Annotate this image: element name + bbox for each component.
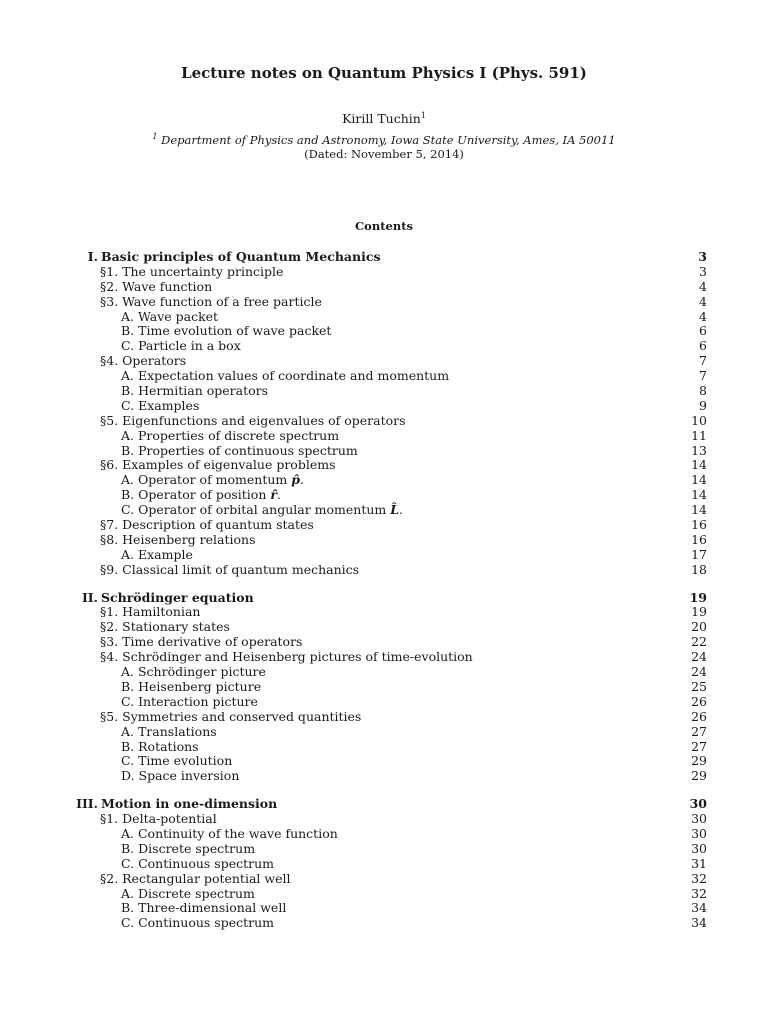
toc-page-number: 18 (691, 561, 707, 577)
toc-entry[interactable] (0, 384, 768, 399)
toc-entry-label: B. Time evolution of wave packet (121, 323, 332, 339)
toc-entry-label: B. Hermitian operators (121, 383, 269, 399)
affiliation-text: Department of Physics and Astronomy, Iowa State University, Ames, IA 50011 (161, 132, 616, 147)
toc-entry-label: §1. Delta-potential (100, 811, 217, 827)
toc-entry[interactable] (0, 695, 768, 710)
toc-entry[interactable] (0, 812, 768, 827)
toc-chapter-entry[interactable] (0, 591, 768, 606)
toc-chapter-title: Basic principles of Quantum Mechanics (101, 249, 381, 264)
toc-page-number: 4 (699, 293, 707, 309)
toc-page-number: 9 (699, 397, 707, 413)
toc-page-number: 14 (691, 457, 707, 473)
toc-entry[interactable] (0, 533, 768, 548)
table-of-contents (0, 250, 768, 944)
toc-entry[interactable] (0, 369, 768, 384)
toc-page-number: 30 (691, 811, 707, 827)
toc-entry-label: A. Operator of momentum p̂. (121, 472, 304, 488)
toc-chapter-number: II. (81, 589, 98, 605)
toc-page-number: 6 (699, 323, 707, 339)
toc-entry-label: B. Rotations (121, 738, 199, 754)
toc-chapter-label (0, 591, 254, 606)
toc-page-number: 32 (691, 885, 707, 901)
toc-page-number: 3 (699, 263, 707, 279)
math-symbol: L̂ (390, 502, 400, 518)
toc-chapter-entry[interactable] (0, 250, 768, 265)
toc-entry[interactable] (0, 518, 768, 533)
toc-entry[interactable] (0, 887, 768, 902)
toc-entry-label: C. Operator of orbital angular momentum L̂. (121, 502, 404, 518)
toc-entry-label: §3. Time derivative of operators (100, 634, 303, 650)
toc-entry-label: A. Wave packet (121, 308, 219, 324)
toc-chapter-title: Motion in one-dimension (101, 796, 278, 812)
toc-page-number: 7 (699, 353, 707, 369)
author-line (0, 111, 768, 126)
toc-entry[interactable] (0, 399, 768, 414)
toc-entry-label: B. Discrete spectrum (121, 840, 256, 856)
toc-page-number: 19 (691, 604, 707, 620)
toc-entry[interactable] (0, 650, 768, 665)
toc-entry-label: §4. Operators (100, 353, 187, 369)
affiliation-line (0, 132, 768, 147)
toc-page-number: 11 (691, 427, 707, 443)
toc-entry-label: C. Time evolution (121, 753, 233, 769)
toc-page-number: 17 (691, 546, 707, 562)
toc-entry[interactable] (0, 280, 768, 295)
toc-page-number: 22 (691, 634, 707, 650)
toc-entry-label: A. Example (121, 546, 193, 562)
toc-chapter-label (0, 797, 277, 812)
toc-entry[interactable] (0, 339, 768, 354)
toc-entry[interactable] (0, 857, 768, 872)
toc-entry[interactable] (0, 635, 768, 650)
toc-entry-label: B. Properties of continuous spectrum (121, 442, 358, 458)
toc-entry[interactable] (0, 680, 768, 695)
toc-page-number: 32 (691, 870, 707, 886)
toc-page-number: 3 (698, 249, 707, 264)
toc-chapter-label (0, 250, 381, 265)
toc-page-number: 31 (691, 855, 707, 871)
toc-entry-label: A. Schrödinger picture (121, 664, 266, 680)
toc-entry[interactable] (0, 444, 768, 459)
author-name: Kirill Tuchin (342, 111, 421, 127)
toc-entry[interactable] (0, 548, 768, 563)
toc-entry-label: §2. Wave function (100, 278, 213, 294)
toc-entry[interactable] (0, 295, 768, 310)
toc-page-number: 27 (691, 723, 707, 739)
toc-entry-label: C. Particle in a box (121, 338, 241, 354)
toc-page-number: 16 (691, 517, 707, 533)
toc-entry-label: §6. Examples of eigenvalue problems (100, 457, 336, 473)
toc-entry[interactable] (0, 429, 768, 444)
author-footnote-mark: 1 (420, 111, 426, 120)
toc-section (0, 591, 768, 785)
toc-entry-label: B. Three-dimensional well (121, 900, 287, 916)
toc-entry[interactable] (0, 414, 768, 429)
toc-page-number: 26 (691, 708, 707, 724)
math-symbol: r̂ (270, 487, 277, 503)
toc-entry[interactable] (0, 310, 768, 325)
toc-page-number: 6 (699, 338, 707, 354)
toc-entry-label: A. Continuity of the wave function (121, 825, 338, 841)
toc-entry[interactable] (0, 473, 768, 488)
affiliation-mark: 1 (152, 132, 158, 141)
toc-page-number: 29 (691, 753, 707, 769)
toc-entry[interactable] (0, 916, 768, 931)
toc-page-number: 30 (691, 825, 707, 841)
math-symbol: p̂ (291, 472, 301, 488)
toc-section (0, 250, 768, 578)
toc-entry-label: §1. The uncertainty principle (100, 263, 284, 279)
toc-page-number: 14 (691, 472, 707, 488)
toc-page-number: 14 (691, 487, 707, 503)
toc-entry[interactable] (0, 710, 768, 725)
toc-section (0, 797, 768, 931)
toc-entry[interactable] (0, 620, 768, 635)
toc-entry-label: C. Interaction picture (121, 693, 258, 709)
toc-entry[interactable] (0, 754, 768, 769)
toc-entry[interactable] (0, 901, 768, 916)
toc-page-number: 10 (691, 412, 707, 428)
toc-entry[interactable] (0, 872, 768, 887)
toc-page-number: 26 (691, 693, 707, 709)
toc-entry-label: A. Translations (121, 723, 217, 739)
toc-entry-label: §9. Classical limit of quantum mechanics (100, 561, 360, 577)
toc-entry[interactable] (0, 665, 768, 680)
toc-entry-label: §2. Stationary states (100, 619, 230, 635)
toc-page-number: 30 (689, 796, 707, 812)
toc-page-number: 34 (691, 900, 707, 916)
toc-entry-label: C. Examples (121, 397, 200, 413)
toc-entry-label: §1. Hamiltonian (100, 604, 201, 620)
toc-page-number: 7 (699, 368, 707, 384)
toc-page-number: 27 (691, 738, 707, 754)
toc-entry-label: B. Heisenberg picture (121, 678, 262, 694)
toc-page-number: 30 (691, 840, 707, 856)
date-line: (Dated: November 5, 2014) (304, 147, 464, 161)
toc-page-number: 19 (689, 589, 707, 605)
contents-heading: Contents (355, 219, 413, 233)
toc-page-number: 4 (699, 308, 707, 324)
toc-entry[interactable] (0, 503, 768, 518)
toc-entry[interactable] (0, 354, 768, 369)
document-title: Lecture notes on Quantum Physics I (Phys. 591) (181, 64, 587, 82)
toc-entry-label: C. Continuous spectrum (121, 915, 275, 931)
toc-page-number: 24 (691, 664, 707, 680)
toc-entry-label: §7. Description of quantum states (100, 517, 314, 533)
toc-entry-label: C. Continuous spectrum (121, 855, 275, 871)
toc-entry-label: §3. Wave function of a free particle (100, 293, 322, 309)
toc-page-number: 24 (691, 649, 707, 665)
toc-entry-label: D. Space inversion (121, 768, 240, 784)
toc-page-number: 34 (691, 915, 707, 931)
toc-entry-label: B. Operator of position r̂. (121, 487, 281, 503)
toc-page-number: 4 (699, 278, 707, 294)
toc-chapter-number: I. (87, 249, 98, 264)
toc-entry[interactable] (0, 265, 768, 280)
toc-entry-label: §8. Heisenberg relations (100, 531, 256, 547)
toc-entry[interactable] (0, 563, 768, 578)
toc-chapter-title: Schrödinger equation (101, 589, 254, 605)
toc-chapter-number: III. (76, 796, 98, 812)
toc-page-number: 14 (691, 502, 707, 518)
toc-entry[interactable] (0, 740, 768, 755)
toc-entry[interactable] (0, 605, 768, 620)
toc-entry[interactable] (0, 827, 768, 842)
toc-chapter-entry[interactable] (0, 797, 768, 812)
toc-entry[interactable] (0, 842, 768, 857)
toc-entry-label: §4. Schrödinger and Heisenberg pictures of time-evolution (100, 649, 473, 665)
toc-page-number: 25 (691, 678, 707, 694)
toc-entry-label: §5. Eigenfunctions and eigenvalues of operators (100, 412, 406, 428)
toc-entry[interactable] (0, 458, 768, 473)
toc-entry[interactable] (0, 725, 768, 740)
toc-entry[interactable] (0, 769, 768, 784)
toc-page-number: 8 (699, 383, 707, 399)
toc-entry-label: §2. Rectangular potential well (100, 870, 291, 886)
toc-entry[interactable] (0, 324, 768, 339)
toc-entry[interactable] (0, 488, 768, 503)
toc-page-number: 16 (691, 531, 707, 547)
toc-entry-label: A. Properties of discrete spectrum (121, 427, 340, 443)
toc-entry-label: A. Expectation values of coordinate and momentum (121, 368, 450, 384)
toc-page-number: 29 (691, 768, 707, 784)
toc-page-number: 20 (691, 619, 707, 635)
toc-page-number: 13 (691, 442, 707, 458)
toc-entry-label: A. Discrete spectrum (121, 885, 255, 901)
toc-entry-label: §5. Symmetries and conserved quantities (100, 708, 362, 724)
